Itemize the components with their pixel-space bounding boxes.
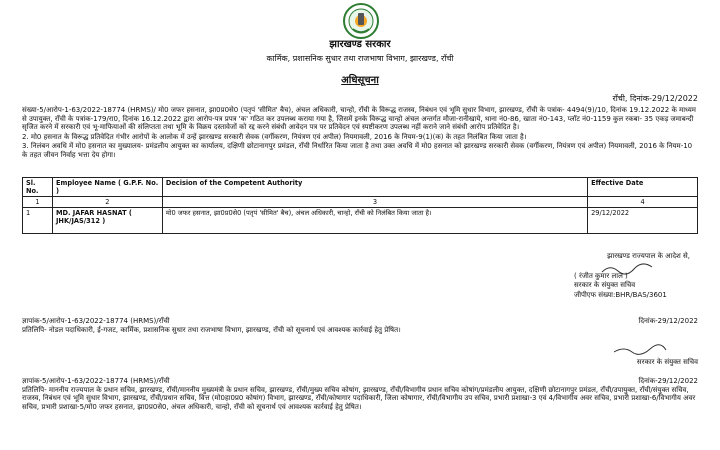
- cell-employee: MD. JAFAR HASNAT ( JHK/JAS/312 ): [52, 208, 162, 234]
- memo-1: [22, 317, 698, 334]
- signature-block: [574, 272, 704, 300]
- department-name: कार्मिक, प्रशासनिक सुधार तथा राजभाषा विभाग, झारखण्ड, राँची: [266, 54, 454, 63]
- order-line: झारखण्ड राज्यपाल के आदेश से,: [607, 252, 690, 260]
- table-colnum: 1: [23, 197, 53, 208]
- notification-heading: अधिसूचना: [341, 75, 379, 86]
- paragraph-1: संख्या-5/आरोप-1-63/2022-18774 (HRMS)/ मो0 जफर हसनात, झा0प्र0से0 (पतृपं 'सीमित' बैच), अंचल अधिकारी, चान्हो, राँची के विरूद्ध राजस्व, निबंधन एवं भूमि सुधार विभाग, झारखण्ड, राँची के पत्रांक- 4494(9)/10, दिनांक 19.12.2022 के माध्यम से उपायुक्त, राँची के पत्रांक-179/रा0, दिनांक 16.12.2022 द्वारा आरोप-पत्र प्रपत्र 'क' गठित कर उपलब्ध कराया गया है, जिसमें इनके विरूद्ध चान्हो अंचल अन्तर्गत मौजा-रानीखाये, थाना नं0-86, खाता नं0-143, प्लॉट नं0-1159 कुल रकबा- 35 एकड़ जमाबन्दी सृजित करने में सरकारी एवं भू-माफियाओं की संलिप्तता तथा भूमि के विक्रय दस्तावेजों को रद्द करने संबंधी आवेदन पत्र पर प्रतिवेदन एवं स्पष्टीकरण उपलब्ध नहीं कराने जाने संबंधी आरोप प्रतिवेदित है।: [22, 106, 696, 132]
- government-title: झारखण्ड सरकार: [329, 39, 391, 50]
- table-colnum: 4: [588, 197, 698, 208]
- memo-1-text: प्रतिलिपि- नोडल पदाधिकारी, ई-गजट, कार्मिक, प्रशासनिक सुधार तथा राजभाषा विभाग, झारखण्ड, राँची को सूचनार्थ एवं आवश्यक कार्रवाई हेतु प्रेषित।: [22, 325, 401, 334]
- table-colnum: 2: [52, 197, 162, 208]
- signatory-designation: सरकार के संयुक्त सचिव: [574, 281, 636, 290]
- table-header-employee: Employee Name ( G.P.F. No. ): [52, 178, 162, 197]
- paragraph-3: 3. निलंबन अवधि में मो0 हसनात का मुख्यालय- प्रमंडलीय आयुक्त का कार्यालय, दक्षिणी छोटानागपुर प्रमंडल, राँची निर्धारित किया जाता है तथा उक्त अवधि में मो0 हसनात को झारखण्ड सरकारी सेवक (वर्गीकरण, नियंत्रण एवं अपील) नियमावली, 2016 के नियम-10 के तहत जीवन निर्वाह भत्ता देय होगा।: [22, 142, 693, 159]
- table-header-decision: Decision of the Competent Authority: [162, 178, 587, 197]
- notification-body: [22, 106, 698, 160]
- signatory-gpf: जीपीएफ संख्या:BHR/BAS/3601: [574, 290, 667, 299]
- memo-1-date: दिनांक-29/12/2022: [638, 317, 698, 325]
- signature-mark-icon: [612, 344, 672, 356]
- table-row: [23, 208, 698, 234]
- cell-slno: 1: [23, 208, 53, 234]
- decision-table: [22, 177, 698, 234]
- cell-decision: मो0 जफर हसनात, झा0प्र0से0 (पतृपं 'सीमित' बैच), अंचल अधिकारी, चान्हो, राँची को निलंबित किया जाता है।: [162, 208, 587, 234]
- memo-2-text: प्रतिलिपि- माननीय राज्यपाल के प्रधान सचिव, झारखण्ड, राँची/माननीय मुख्यमंत्री के प्रधान सचिव, झारखण्ड, राँची/मुख्य सचिव कोषांग, झारखण्ड, राँची/विभागीय प्रधान सचिव कोषांग/प्रमंडलीय आयुक्त, दक्षिणी छोटानागपुर प्रमंडल, राँची/उपायुक्त, राँची/संयुक्त सचिव, राजस्व, निबंधन एवं भूमि सुधार विभाग, झारखण्ड, राँची/प्रधान सचिव, वित्त (मो0हा0प्र0 कोषांग) विभाग, झारखण्ड, राँची/कोषागार पदाधिकारी, जिला कोषागार, राँची/विभागीय उप सचिव, प्रभारी प्रशाखा-3 एवं 4/विभागीय अवर सचिव, प्रभारी प्रशाखा-6/विभागीय अवर सचिव, प्रभारी प्रशाखा-5/मो0 जफर हसनात, झा0प्र0से0, अंचल अधिकारी, चान्हो, राँची को सूचनार्थ एवं आवश्यक कार्रवाई हेतु प्रेषित।: [22, 385, 696, 411]
- cell-date: 29/12/2022: [588, 208, 698, 234]
- jharkhand-emblem-icon: [337, 3, 385, 39]
- signatory-name: ( रंजीत कुमार लाल ): [574, 272, 628, 280]
- table-colnum: 3: [162, 197, 587, 208]
- memo-1-signature: सरकार के संयुक्त सचिव: [636, 358, 698, 366]
- memo-2: [22, 377, 698, 411]
- place-date: राँची, दिनांक-29/12/2022: [612, 94, 698, 103]
- memo-2-date: दिनांक-29/12/2022: [638, 377, 698, 385]
- memo-2-ref: ज्ञापांक-5/आरोप-1-63/2022-18774 (HRMS)/राँची: [22, 377, 170, 385]
- paragraph-2: 2. मो0 हसनात के विरूद्ध प्रतिवेदित गंभीर आरोपों के आलोक में उन्हें झारखण्ड सरकारी सेवक (वर्गीकरण, नियंत्रण एवं अपील) नियमावली, 2016 के नियम-9(1)(क) के तहत निलंबित किया जाता है।: [22, 132, 527, 141]
- table-header-slno: Sl. No.: [23, 178, 53, 197]
- table-header-date: Effective Date: [588, 178, 698, 197]
- memo-1-ref: ज्ञापांक-5/आरोप-1-63/2022-18774 (HRMS)/राँची: [22, 317, 170, 325]
